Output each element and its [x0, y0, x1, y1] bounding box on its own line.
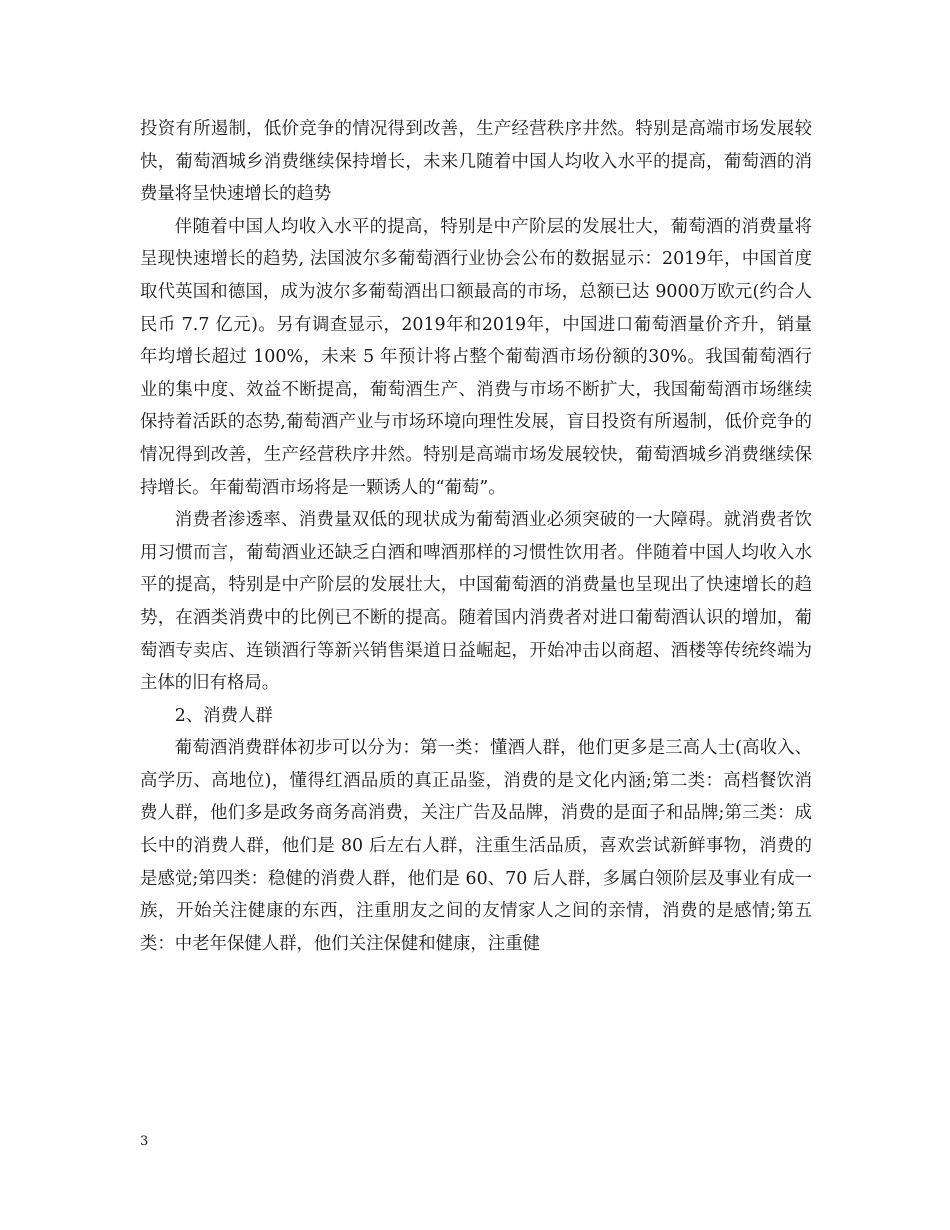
section-heading-consumer-groups: 2、消费人群 [174, 705, 273, 726]
page-number: 3 [140, 1134, 149, 1149]
paragraph-continued: 投资有所遏制，低价竞争的情况得到改善，生产经营秩序井然。特别是高端市场发展较快，葡萄酒城乡消费继续保持增长，未来几随着中国人均收入水平的提高，葡萄酒的消费量将呈快速增长的趋势 [140, 119, 812, 205]
body-text [140, 113, 812, 960]
paragraph-market-growth: 伴随着中国人均收入水平的提高，特别是中产阶层的发展壮大，葡萄酒的消费量将呈现快速增长的趋势, 法国波尔多葡萄酒行业协会公布的数据显示：2019年，中国首度取代英国和德国，成为波尔多葡萄酒出口额最高的市场，总额已达 9000万欧元(约合人民币 7.7 亿元)。另有调查显示，2019年和2019年，中国进口葡萄酒量价齐升，销量年均增长超过 100%，未来 5 年预计将占整个葡萄酒市场份额的30%。我国葡萄酒行业的集中度、效益不断提高，葡萄酒生产、消费与市场不断扩大，我国葡萄酒市场继续保持着活跃的态势,葡萄酒产业与市场环境向理性发展，盲目投资有所遏制，低价竞争的情况得到改善，生产经营秩序井然。特别是高端市场发展较快，葡萄酒城乡消费继续保持增长。年葡萄酒市场将是一颗诱人的“葡萄”。 [140, 216, 812, 498]
paragraph-consumer-penetration: 消费者渗透率、消费量双低的现状成为葡萄酒业必须突破的一大障碍。就消费者饮用习惯而言，葡萄酒业还缺乏白酒和啤酒那样的习惯性饮用者。伴随着中国人均收入水平的提高，特别是中产阶层的发展壮大，中国葡萄酒的消费量也呈现出了快速增长的趋势，在酒类消费中的比例已不断的提高。随着国内消费者对进口葡萄酒认识的增加，葡萄酒专卖店、连锁酒行等新兴销售渠道日益崛起，开始冲击以商超、酒楼等传统终端为主体的旧有格局。 [140, 510, 812, 694]
paragraph-consumer-groups: 葡萄酒消费群体初步可以分为：第一类：懂酒人群，他们更多是三高人士(高收入、高学历、高地位)，懂得红酒品质的真正品鉴，消费的是文化内涵;第二类：高档餐饮消费人群，他们多是政务商务高消费，关注广告及品牌，消费的是面子和品牌;第三类：成长中的消费人群，他们是 80 后左右人群，注重生活品质，喜欢尝试新鲜事物，消费的是感觉;第四类：稳健的消费人群，他们是 60、70 后人群，多属白领阶层及事业有成一族，开始关注健康的东西，注重朋友之间的友情家人之间的亲情，消费的是感情;第五类：中老年保健人群，他们关注保健和健康，注重健 [140, 738, 812, 954]
